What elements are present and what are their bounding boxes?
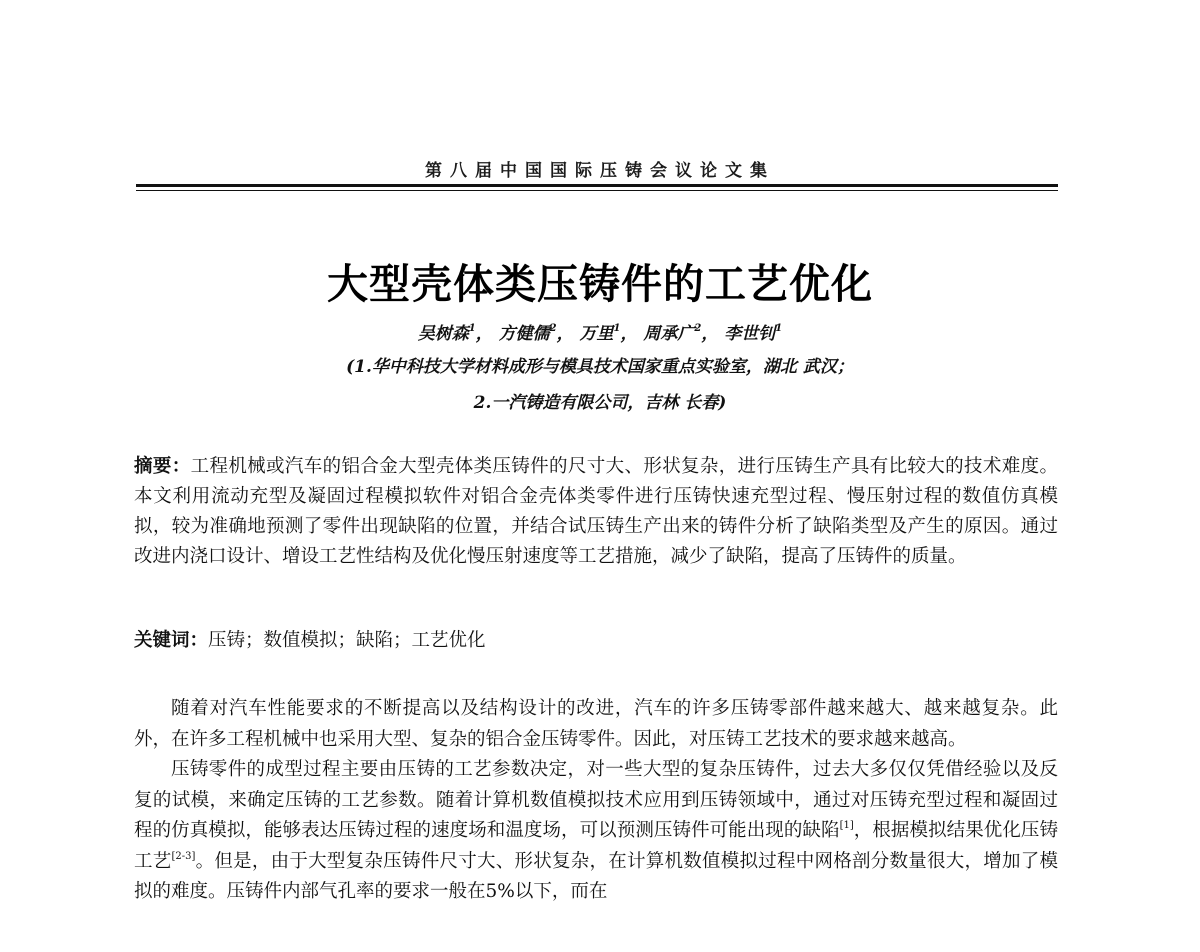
affiliation-line-2: 2.一汽铸造有限公司，吉林 长春) bbox=[473, 393, 727, 413]
author-separator: ， bbox=[620, 324, 638, 344]
abstract-label: 摘要： bbox=[134, 456, 191, 477]
author-affil-mark: 2 bbox=[549, 323, 557, 334]
body-paragraph-1: 随着对汽车性能要求的不断提高以及结构设计的改进，汽车的许多压铸零部件越来越大、越来越复杂。此外，在许多工程机械中也采用大型、复杂的铝合金压铸零件。因此，对压铸工艺技术的要求越来越高。 bbox=[134, 698, 1058, 750]
body-paragraph-2-part-a: 压铸零件的成型过程主要由压铸的工艺参数决定，对一些大型的复杂压铸件，过去大多仅仅凭借经验以及反复的试模，来确定压铸的工艺参数。随着计算机数值模拟技术应用到压铸领域中，通过对压铸充型过程和凝固过程的仿真模拟，能够表达压铸过程的速度场和温度场，可以预测压铸件可能出现的缺陷 bbox=[134, 759, 1058, 841]
keywords-text: 压铸；数值模拟；缺陷；工艺优化 bbox=[208, 630, 486, 651]
body-paragraph-2 bbox=[134, 755, 1058, 908]
keywords bbox=[134, 626, 1058, 656]
affiliation-line-1: (1.华中科技大学材料成形与模具技术国家重点实验室，湖北 武汉； bbox=[346, 357, 854, 377]
body-paragraph-2-part-b: ，根据模拟结果优化压铸工艺 bbox=[134, 820, 1058, 872]
keywords-label: 关键词： bbox=[134, 630, 209, 651]
author-affil-mark: 1 bbox=[468, 323, 476, 334]
author-separator: ， bbox=[556, 324, 574, 344]
author-name: 吴树森 bbox=[417, 324, 469, 344]
body-text bbox=[134, 694, 1058, 908]
citation-ref: [2-3] bbox=[171, 850, 196, 862]
author-separator: ， bbox=[701, 324, 719, 344]
header-rule-thin bbox=[136, 190, 1058, 191]
abstract bbox=[134, 452, 1058, 572]
paper-title: 大型壳体类压铸件的工艺优化 bbox=[327, 260, 873, 308]
proceedings-header: 第八届中国国际压铸会议论文集 bbox=[425, 161, 775, 181]
author-name: 万里 bbox=[579, 324, 614, 344]
author-name: 周承广 bbox=[643, 324, 695, 344]
body-paragraph-2-part-c: 。但是，由于大型复杂压铸件尺寸大、形状复杂，在计算机数值模拟过程中网格剖分数量很大，增加了模拟的难度。压铸件内部气孔率的要求一般在5%以下，而在 bbox=[134, 850, 1058, 902]
author-name: 李世钊 bbox=[724, 324, 776, 344]
author-list bbox=[0, 322, 1200, 346]
author-affil-mark: 1 bbox=[775, 323, 783, 334]
author-separator: ， bbox=[475, 324, 493, 344]
author-affil-mark: 2 bbox=[694, 323, 702, 334]
abstract-text: 工程机械或汽车的铝合金大型壳体类压铸件的尺寸大、形状复杂，进行压铸生产具有比较大的技术难度。本文利用流动充型及凝固过程模拟软件对铝合金壳体类零件进行压铸快速充型过程、慢压射过程的数值仿真模拟，较为准确地预测了零件出现缺陷的位置，并结合试压铸生产出来的铸件分析了缺陷类型及产生的原因。通过改进内浇口设计、增设工艺性结构及优化慢压射速度等工艺措施，减少了缺陷，提高了压铸件的质量。 bbox=[134, 456, 1058, 567]
citation-ref: [1] bbox=[839, 820, 854, 831]
author-affil-mark: 1 bbox=[613, 323, 621, 334]
author-name: 方健儒 bbox=[498, 324, 550, 344]
header-rule-thick bbox=[136, 184, 1058, 187]
